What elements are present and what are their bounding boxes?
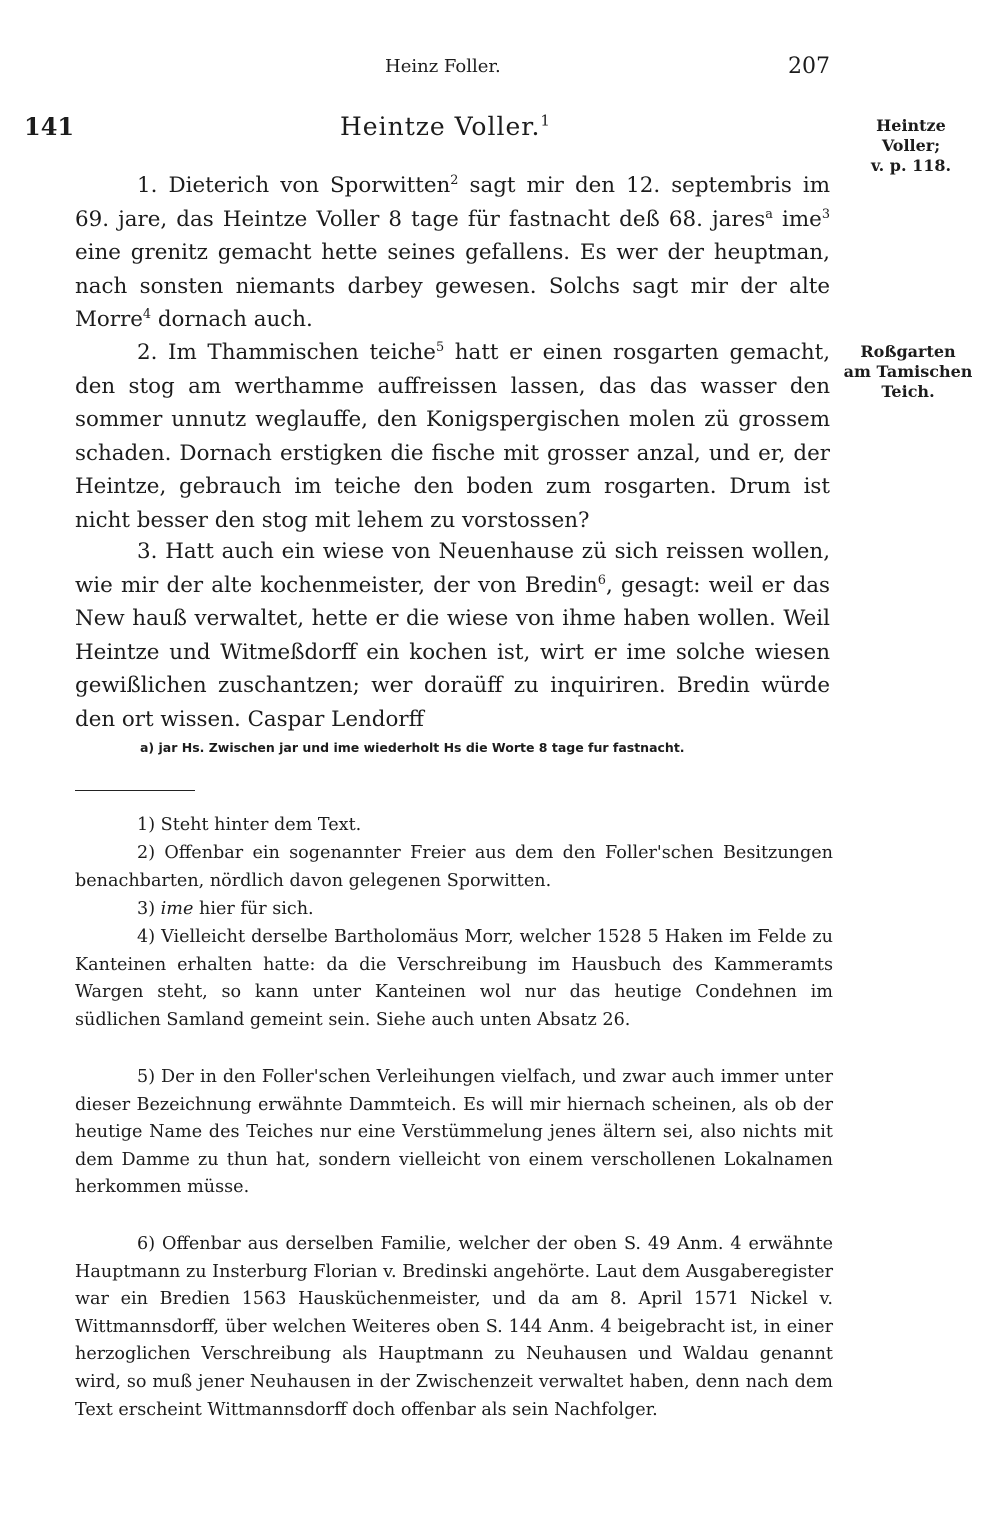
paragraph-text: ime — [772, 206, 822, 232]
textual-note: a) jar Hs. Zwischen jar und ime wiederholt Hs die Worte 8 tage fur fastnacht. — [140, 740, 685, 755]
paragraph-text: , gesagt: weil er das New hauß verwaltet, hette er die wiese von ihme haben wollen. Weil Heintze und Witmeßdorff ein kochen ist, wirt er ime solche wiesen gewißlichen zuschantzen; wer doraüff zu inquiriren. Bredin würde den ort wissen. Caspar Lendorff — [75, 572, 830, 732]
footnote-ref: 4 — [142, 306, 152, 322]
footnote-5 — [75, 1064, 833, 1202]
footnote-text: 6) Offenbar aus derselben Familie, welcher der oben S. 49 Anm. 4 erwähnte Hauptmann zu Insterburg Florian v. Bredinski angehörte. Laut dem Ausgaberegister war ein Bredien 1563 Hausküchenmeister, und da am 8. April 1571 Nickel v. Wittmannsdorff, über welchen Weiteres oben S. 144 Anm. 4 beigebracht ist, in einer herzoglichen Verschreibung als Hauptmann zu Neuhausen und Waldau genannt wird, so muß jener Neuhausen in der Zwischenzeit verwaltet haben, denn nach dem Text erscheint Wittmannsdorff doch offenbar als sein Nachfolger. — [75, 1234, 833, 1420]
margin-note-line: am Tamischen — [843, 362, 973, 381]
footnote-2 — [75, 840, 833, 895]
footnote-text: 2) Offenbar ein sogenannter Freier aus dem den Foller'schen Besitzungen benachbarten, nördlich davon gelegenen Sporwitten. — [75, 843, 833, 891]
footnote-ref: 2 — [450, 172, 459, 188]
footnote-text: hier für sich. — [193, 899, 314, 919]
paragraph-text: 1. Dieterich von Sporwitten — [137, 173, 451, 198]
paragraph-text: hatt er einen rosgarten gemacht, den stog am werthamme auffreissen lassen, das das wasser den sommer unnutz weglauffe, den Konigspergischen molen zü grossem schaden. Dornach erstigken die fische mit grosser anzal, und er, der Heintze, gebrauch im teiche den boden zum rosgarten. Drum ist nicht besser den stog mit lehem zu vorstossen? — [75, 340, 830, 533]
paragraph-text: 3. Hatt auch ein wiese von Neuenhause zü sich reissen wollen, wie mir der alte kochenmeister, der von Bredin — [75, 539, 830, 598]
footnote-6 — [75, 1231, 833, 1424]
footnote-1 — [75, 812, 833, 840]
paragraph-text: sagt mir den 12. septembris im 69. jare, das Heintze Voller 8 tage für fastnacht deß 68. jares — [75, 173, 830, 232]
running-head: Heinz Foller. — [385, 56, 501, 77]
margin-note-rossgarten — [838, 342, 978, 402]
paragraph-3 — [75, 535, 830, 736]
footnote-divider — [75, 790, 195, 791]
paragraph-text: eine grenitz gemacht hette seines gefallens. Es wer der heuptman, nach sonsten niemants darbey gewesen. Solchs sagt mir der alte Morre — [75, 240, 830, 332]
margin-note-line: Voller; — [881, 136, 941, 155]
margin-note-line: Heintze — [876, 116, 946, 135]
paragraph-1 — [75, 169, 830, 337]
paragraph-text: dornach auch. — [151, 307, 313, 332]
entry-title — [340, 112, 551, 141]
entry-title-text: Heintze Voller. — [340, 112, 541, 141]
footnote-text: 4) Vielleicht derselbe Bartholomäus Morr, welcher 1528 5 Haken im Felde zu Kanteinen erhalten hatte: da die Verschreibung im Hausbuch des Kammeramts Wargen steht, so kann unter Kanteinen wol nur das heutige Condehnen im südlichen Samland gemeint sein. Siehe auch unten Absatz 26. — [75, 927, 833, 1030]
textual-note-ref: a — [765, 206, 773, 222]
entry-number: 141 — [24, 112, 75, 141]
footnote-text: 3) — [137, 899, 161, 919]
paragraph-text: 2. Im Thammischen teiche — [137, 340, 436, 365]
footnote-text: 5) Der in den Foller'schen Verleihungen vielfach, und zwar auch immer unter dieser Bezeichnung erwähnte Dammteich. Es will mir hiernach scheinen, als ob der heutige Name des Teiches nur eine Verstümmelung jenes ältern sei, also nichts mit dem Damme zu thun hat, sondern vielleicht von einem verschollenen Lokalnamen herkommen müsse. — [75, 1067, 833, 1198]
footnote-ref: 6 — [597, 572, 606, 588]
margin-note-heintze-voller — [852, 116, 970, 176]
margin-note-line: v. p. 118. — [870, 156, 952, 175]
page-number: 207 — [788, 54, 830, 79]
paragraph-2 — [75, 336, 830, 537]
footnote-emphasis: ime — [160, 899, 194, 919]
footnote-ref: 5 — [435, 339, 445, 355]
margin-note-line: Roßgarten — [860, 342, 956, 361]
footnote-ref: 3 — [821, 206, 830, 222]
margin-note-line: Teich. — [881, 382, 935, 401]
footnote-3 — [75, 896, 833, 924]
footnote-ref: 1 — [540, 111, 551, 130]
footnote-4 — [75, 924, 833, 1034]
footnote-text: 1) Steht hinter dem Text. — [137, 815, 362, 835]
